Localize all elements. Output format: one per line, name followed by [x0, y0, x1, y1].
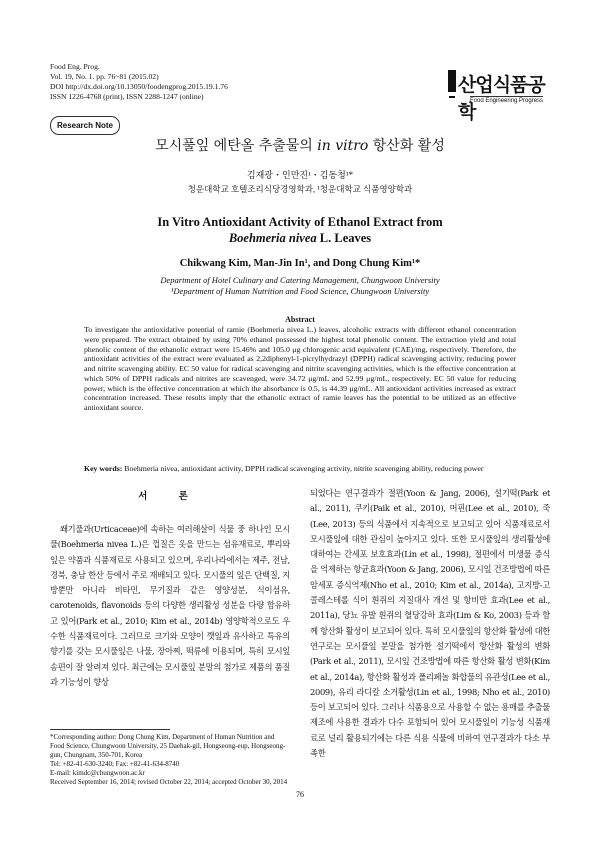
- footnote-corresponding: *Corresponding author: Dong Chung Kim, Department of Human Nutrition and Food Science, Chungwoon University, 25 Daehak-gil, Hongseong-eup, Hongseong-gun, Chungnam, 350-701, Korea: [50, 733, 286, 759]
- footnote-divider: [50, 729, 170, 730]
- left-column-paragraph: 쐐기풀과(Urticaceae)에 속하는 여러해살이 식물 중 하나인 모시풀(Boehmeria nivea L.)은 껍질은 옷을 만드는 섬유재료로, 뿌리와 잎은 약품과 식품재료로 사용되고 있으며, 우리나라에서는 제주, 전남, 경북, 충남 한산 등에서 주로 재배되고 있다. 모시풀의 잎은 단백질, 지방뿐만 아니라 비타민, 무기질과 같은 영양성분, 식이섬유, carotenoids, flavonoids 등의 다양한 생리활성 성분을 다량 함유하고 있어(Park et al., 2010; Kim et al., 2014b) 영양학적으로도 우수한 식품재료이다. 그러므로 크기와 모양이 깻잎과 유사하고 특유의 향기를 갖는 모시풀잎은 나물, 장아찌, 떡류에 이용되며, 특히 모시잎 송편이 잘 알려져 있다. 최근에는 모시풀잎 분말의 첨가로 제품의 품질과 기능성이 향상: [50, 524, 290, 687]
- journal-issn: ISSN 1226-4768 (print), ISSN 2288-1247 (online): [50, 92, 204, 101]
- title-english: [0, 214, 600, 246]
- affiliation-korean: 청운대학교 호텔조리식당경영학과, ¹청운대학교 식품영양학과: [187, 184, 413, 194]
- logo-subtitle: Food Engineering Progress: [470, 98, 544, 104]
- keywords: [84, 464, 516, 474]
- keywords-label: Key words:: [84, 464, 123, 473]
- journal-name: Food Eng. Prog.: [50, 62, 100, 71]
- footnote-dates: Received September 16, 2014; revised October 22, 2014; accepted October 30, 2014: [50, 778, 288, 786]
- affiliation-english-line2: ¹Department of Human Nutrition and Food Science, Chungwoon University: [170, 286, 430, 296]
- abstract-heading: Abstract: [285, 315, 315, 324]
- authors-korean: 김재광・인만진¹・김동청¹*: [246, 170, 354, 180]
- section-heading-introduction: 서 론: [138, 491, 202, 502]
- journal-info: [50, 62, 228, 102]
- right-column-body: [310, 486, 550, 761]
- title-english-line1: In Vitro Antioxidant Activity of Ethanol Extract from: [157, 215, 443, 229]
- journal-doi: DOI http://dx.doi.org/10.13050/foodengprog.2015.19.1.76: [50, 82, 228, 91]
- journal-logo: [448, 66, 560, 123]
- abstract-text: To investigate the antioxidative potential of ramie (Boehmeria nivea L.) leaves, alcoholic extracts with different ethanol concentration were prepared. The extract obtained by using 70% ethanol possessed the highest total phenolic content. The extraction yield and total phenolic content of the ethanolic extract were 15.46% and 105.0 μg chlorogenic acid equivalent (CAE)/mg, respectively. Therefore, the antioxidant activities of the extract were evaluated as 2,2diphenyl-1-picrylhydrazyl (DPPH) radical scavenging activity, reducing power and nitrite scavenging ability. EC 50 value for radical scavenging and nitrite scavenging activities, which is the effective concentration at which 50% of DPPH radicals and nitrites are scavenged, were 34.72 μg/mL and 52.99 μg/mL, respectively. EC 50 value for reducing power, which is the effective concentration at which the absorbance is 0.5, is 44.39 μg/mL. All antioxidant activities increased as extract concentration increased. These results imply that the ethanolic extract of ramie leaves has the potential to be utilized as an effective antioxidant source.: [84, 325, 516, 412]
- right-column-paragraph: 되었다는 연구결과가 절편(Yoon & Jang, 2006), 설기떡(Park et al., 2011), 쿠키(Paik et al., 2010), 머핀(Lee et al., 2010), 죽(Lee, 2013) 등의 식품에서 지속적으로 보고되고 있어 식품재료로서 모시풀잎에 대한 관심이 높아지고 있다. 또한 모시풀잎의 생리활성에 대하여는 간세포 보호효과(Lin et al., 1998), 절편에서 미생물 증식을 억제하는 항균효과(Yoon & Jang, 2006), 모시잎 건조방법에 따른 암세포 증식억제(Nho et al., 2010; Kim et al., 2014a), 고지방-고콜레스테롤 식이 흰쥐의 지질대사 개선 및 항비만 효과(Lee et al., 2011a), 당뇨 유발 흰쥐의 혈당강하 효과(Lim & Ko, 2003) 등과 함께 항산화 활성이 보고되어 있다. 특히 모시풀잎의 항산화 활성에 대한 연구로는 모시풀잎 분말을 첨가한 설기떡에서 항산화 활성의 변화(Park et al., 2011), 모시잎 건조방법에 따른 항산화 활성 변화(Kim et al., 2014a), 항산화 활성과 폴리페놀 화합물의 유관성(Lee et al., 2009), 유리 라디칼 소거활성(Lin et al., 1998; Nho et al., 2010) 등이 보고되어 있다. 그러나 식품용으로 사용할 수 없는 용매를 추출물 제조에 사용한 결과가 다수 포함되어 있어 모시풀잎이 기능성 식품재료로 널리 활용되기에는 다른 식용 식물에 비하여 연구결과가 다소 부족한: [310, 488, 550, 759]
- left-column-body: [50, 522, 290, 690]
- footnote-email: E-mail: kimdc@chungwoon.ac.kr: [50, 769, 145, 777]
- affiliation-english: [0, 275, 600, 297]
- authors-english: Chikwang Kim, Man-Jin In¹, and Dong Chung Kim¹*: [179, 258, 421, 269]
- footnote-phone: Tel: +82-41-630-3240; Fax: +82-41-634-8740: [50, 760, 180, 768]
- journal-volume: Vol. 19, No. 1. pp. 76~81 (2015.02): [50, 72, 159, 81]
- footnote: [50, 733, 290, 787]
- keywords-text: Boehmeria nivea, antioxidant activity, DPPH radical scavenging activity, nitrite scavenging ability, reducing power: [122, 464, 484, 473]
- article-type-badge: Research Note: [50, 116, 120, 135]
- title-korean: 모시풀잎 에탄올 추출물의 in vitro 항산화 활성: [155, 138, 445, 154]
- affiliation-english-line1: Department of Hotel Culinary and Catering Management, Chungwoon University: [160, 275, 440, 285]
- logo-title: 산업식품공학: [458, 74, 545, 123]
- page-number: 76: [296, 790, 304, 799]
- title-english-line2: Boehmeria nivea L. Leaves: [228, 231, 372, 245]
